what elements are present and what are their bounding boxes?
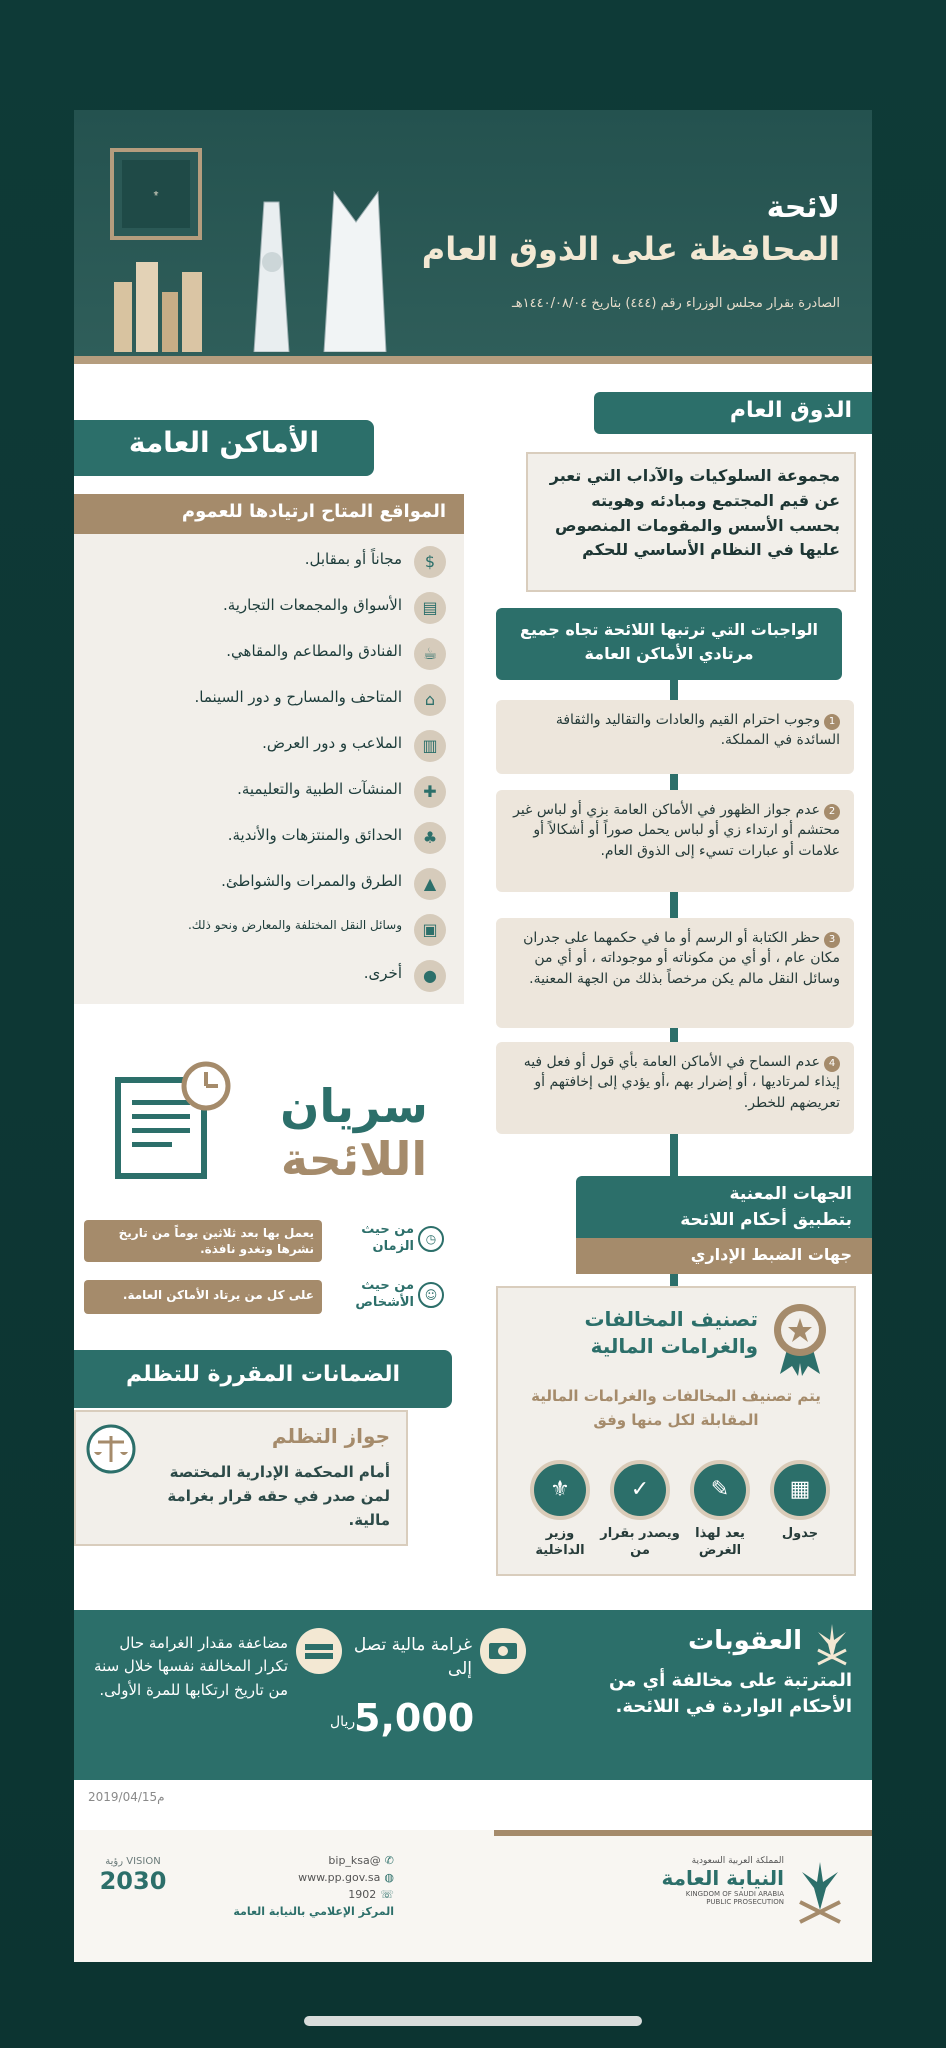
prosecution-logo [648,1852,848,1942]
place-label: وسائل النقل المختلفة والمعارض ونحو ذلك. [187,918,402,932]
duty-text: وجوب احترام القيم والعادات والتقاليد والثقافة السائدة في المملكة. [555,712,840,749]
classification-step-3-icon: ✓ [610,1460,670,1520]
places-subtitle: المواقع المتاح ارتيادها للعموم [181,501,446,522]
place-item [74,588,464,628]
globe-icon: ◍ [384,1871,394,1885]
vision-logo [88,1856,178,1895]
duty-number: 3 [824,932,840,948]
place-label: الطرق والممرات والشواطئ. [221,872,402,890]
place-label: الفنادق والمطاعم والمقاهي. [226,642,402,660]
duty-item-2 [496,790,854,892]
classification-text: يتم تصنيف المخالفات والغرامات المالية المقابلة لكل منها وفق [531,1387,821,1429]
place-label: المنشآت الطبية والتعليمية. [237,780,402,798]
validity-persons-row [84,1276,444,1322]
palm-swords-icon [792,1856,848,1926]
contact-block [194,1852,394,1920]
penalties-text: المترتبة على مخالفة أي من الأحكام الواردة في اللائحة. [609,1670,852,1718]
place-label: المتاحف والمسارح و دور السينما. [194,688,402,706]
public-taste-title: الذوق العام [729,398,852,423]
double-fine-text: مضاعفة مقدار الغرامة حال تكرار المخالفة نفسها خلال سنة من تاريخ ارتكابها للمرة الأولى. [94,1634,288,1699]
penalties-heading: العقوبات [687,1626,802,1656]
scales-icon [86,1424,136,1474]
places-title: الأماكن العامة [128,426,320,459]
classification-title-2: والغرامات المالية [590,1334,758,1358]
validity-time-row [84,1220,444,1266]
place-label: مجاناً أو بمقابل. [304,550,402,568]
home-indicator[interactable] [304,2016,642,2026]
duty-text: عدم السماح في الأماكن العامة بأي قول أو فعل فيه إيذاء لمرتاديها ، أو إضرار بهم ،أو يؤدي إلى إخافتهم أو تعريضهم للخطر. [523,1054,840,1111]
place-label: الأسواق والمجمعات التجارية. [222,596,402,614]
place-item [74,910,464,950]
duties-heading [496,608,842,680]
public-taste-definition [526,452,856,592]
twitter-handle: @bip_ksa [328,1854,381,1867]
org-en-1: KINGDOM OF SAUDI ARABIA [685,1890,784,1898]
park-icon: ♣ [414,822,446,854]
footer-accent [494,1830,872,1836]
bus-icon: ▣ [414,914,446,946]
org-en-2: PUBLIC PROSECUTION [706,1898,784,1906]
award-badge-icon [770,1302,830,1376]
authorities-title-1: الجهات المعنية [729,1184,852,1204]
persons-label: من حيث الأشخاص [355,1278,414,1310]
infographic-page [74,110,872,1962]
classification-heading [584,1306,758,1360]
classification-step-3-label: ويصدر بقرار من [600,1526,680,1558]
phone-icon: ☏ [380,1888,394,1902]
duty-text: عدم جواز الظهور في الأماكن العامة بزي أو لباس غير محتشم أو ارتداء زي أو لباس يحمل صوراً أو أشكالاً أو علامات أو عبارات تسيء إلى الذوق العام. [513,802,840,859]
place-item [74,680,464,720]
duty-text: حظر الكتابة أو الرسم أو ما في حكمهما على جدران مكان عام ، أو أي من مكوناته أو موجوداته ، أو أي من وسائل النقل مالم يكن مرخصاً بذلك من الجهة المعنية. [523,930,840,987]
duty-number: 2 [824,804,840,820]
place-item [74,818,464,858]
classification-panel [496,1286,856,1576]
places-subheading [74,494,464,534]
cash-icon [478,1626,528,1676]
fine-currency: ريال [330,1714,356,1730]
fine-label: غرامة مالية تصل إلى [353,1635,472,1679]
place-item [74,956,464,996]
duty-item-1 [496,700,854,774]
classification-step-4-icon: ⚜ [530,1460,590,1520]
emblem-palm-icon [812,1620,852,1666]
place-item [74,726,464,766]
time-label: من حيث الزمان [361,1222,414,1254]
validity-title-2: اللائحة [280,1131,428,1186]
stadium-icon: ▥ [414,730,446,762]
fine-amount: 5,000 [354,1696,475,1740]
title-line1: لائحة [766,190,840,225]
authorities-text: جهات الضبط الإداري [690,1245,852,1264]
logo-icon: ⚜ [122,160,190,228]
classification-step-2-label: يعد لهذا الغرض [695,1526,745,1558]
pin-icon: ● [414,960,446,992]
org-text [662,1856,784,1906]
money-stack-icon [294,1626,344,1676]
penalties-bar [74,1610,872,1780]
duty-item-3 [496,918,854,1028]
place-label: الملاعب و دور العرض. [262,734,402,752]
hotel-icon: ☕ [414,638,446,670]
authorities-value [576,1238,872,1274]
public-taste-heading [594,392,872,434]
clock-icon: ◷ [418,1226,444,1252]
classification-step-1-label: جدول [781,1526,819,1541]
contact-web-row[interactable] [194,1869,394,1886]
document-clock-icon [114,1060,234,1180]
definition-text: مجموعة السلوكيات والآداب التي تعبر عن قيم المجتمع ومبادئه وهويته بحسب الأسس والمقومات المنصوص عليها في النظام الأساسي للحكم [549,466,840,560]
guarantees-subtitle: جواز التظلم [271,1424,390,1448]
contact-phone-row[interactable] [194,1886,394,1903]
classification-title-1: تصنيف المخالفات [584,1307,758,1331]
kingdom-line: المملكة العربية السعودية [691,1856,784,1866]
duty-item-4 [496,1042,854,1134]
places-list [74,534,464,1004]
vision-year: 2030 [99,1867,167,1895]
persons-text: على كل من يرتاد الأماكن العامة. [84,1280,322,1314]
places-heading [74,420,374,476]
duty-number: 4 [824,1056,840,1072]
place-label: أخرى. [363,964,402,982]
header-banner [74,110,872,360]
guarantees-panel [74,1410,408,1546]
media-center: المركز الإعلامي بالنيابة العامة [233,1905,394,1919]
contact-twitter-row[interactable] [194,1852,394,1869]
duty-number: 1 [824,714,840,730]
org-name: النيابة العامة [661,1866,784,1890]
authorities-title-2: بتطبيق أحكام اللائحة [680,1209,852,1230]
hospital-icon: ✚ [414,776,446,808]
guarantees-title: الضمانات المقررة للتظلم [125,1362,401,1387]
guarantees-text: أمام المحكمة الإدارية المختصة لمن صدر في حقه قرار بغرامة مالية. [167,1463,390,1529]
place-label: الحدائق والمنتزهات والأندية. [227,826,402,844]
vision-label: VISION رؤية [105,1856,161,1867]
title-line2: المحافظة على الذوق العام [421,230,840,268]
place-item [74,864,464,904]
place-item [74,772,464,812]
title-subtitle: الصادرة بقرار مجلس الوزراء رقم (٤٤٤) بتاريخ ١٤٤٠/٠٨/٠٤هـ [511,296,840,311]
shop-icon: ▤ [414,592,446,624]
classification-step-2-icon: ✎ [690,1460,750,1520]
guarantees-heading [74,1350,452,1408]
road-icon: ▲ [414,868,446,900]
city-skyline-icon [94,162,394,352]
person-icon: ☺ [418,1282,444,1308]
authorities-heading [576,1176,872,1238]
header-divider [74,356,872,364]
footer-date: 2019/04/15م [88,1790,165,1804]
footer [74,1790,872,1962]
time-text: يعمل بها بعد ثلاثين يوماً من تاريخ نشرها وتغدو نافذة. [84,1220,322,1262]
classification-step-1-icon: ▦ [770,1460,830,1520]
museum-icon: ⌂ [414,684,446,716]
place-item [74,542,464,582]
place-item [74,634,464,674]
validity-heading [254,1080,454,1186]
validity-title-1: سريان [280,1079,428,1133]
phone: 1902 [348,1888,377,1902]
twitter-icon: ✆ [384,1854,394,1867]
website: www.pp.gov.sa [298,1871,381,1885]
classification-step-4-label: وزير الداخلية [535,1526,585,1558]
coin-icon: $ [414,546,446,578]
duties-title: الواجبات التي ترتبها اللائحة تجاه جميع مرتادي الأماكن العامة [520,620,818,663]
